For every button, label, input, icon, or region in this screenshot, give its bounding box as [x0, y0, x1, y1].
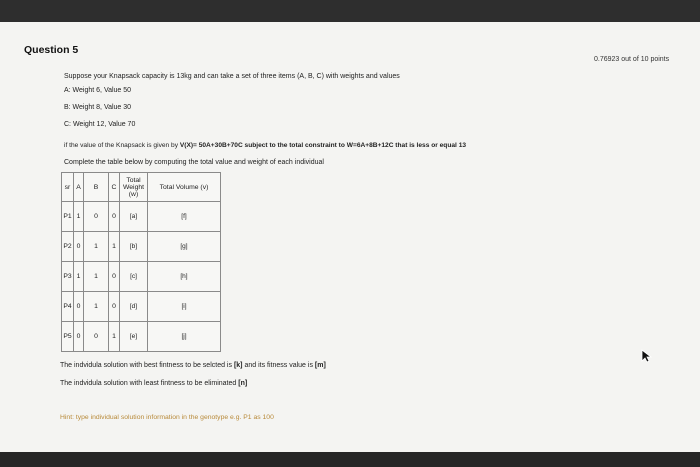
cell-weight-blank: [b]: [120, 232, 148, 262]
best-solution-text: The indvidula solution with best fintness to be selcted is: [60, 362, 232, 369]
least-solution-blank: [n]: [238, 380, 248, 387]
best-fitness-text: and its fitness value is: [244, 362, 313, 369]
cell-b: 1: [84, 292, 109, 322]
header-b: B: [84, 173, 109, 202]
fitness-prefix: if the value of the Knapsack is given by: [64, 142, 178, 149]
cell-a: 1: [74, 202, 84, 232]
table-instruction: Complete the table below by computing the total value and weight of each individual: [64, 159, 324, 166]
cell-volume-blank: [f]: [148, 202, 221, 232]
cell-a: 1: [74, 262, 84, 292]
cell-c: 0: [109, 262, 120, 292]
table-row: [62, 202, 221, 232]
best-solution-line: [60, 362, 326, 369]
header-c: C: [109, 173, 120, 202]
top-bar: [0, 0, 700, 22]
table-row: [62, 322, 221, 352]
cell-c: 1: [109, 322, 120, 352]
cell-volume-blank: [j]: [148, 322, 221, 352]
cell-b: 0: [84, 202, 109, 232]
bottom-bar: [0, 452, 700, 467]
header-a: A: [74, 173, 84, 202]
cell-weight-blank: [a]: [120, 202, 148, 232]
cell-b: 1: [84, 262, 109, 292]
cell-sr: P5: [62, 322, 74, 352]
item-a-line: A: Weight 6, Value 50: [64, 87, 132, 94]
cell-sr: P3: [62, 262, 74, 292]
cell-volume-blank: [h]: [148, 262, 221, 292]
cell-a: 0: [74, 292, 84, 322]
cell-b: 1: [84, 232, 109, 262]
header-sr: sr: [62, 173, 74, 202]
table-row: [62, 262, 221, 292]
cell-c: 1: [109, 232, 120, 262]
cell-volume-blank: [i]: [148, 292, 221, 322]
fitness-formula: V(X)= 50A+30B+70C subject to the total constraint to W=6A+8B+12C that is less or equal 13: [179, 142, 467, 149]
cell-a: 0: [74, 232, 84, 262]
fitness-line: [64, 142, 466, 149]
cell-a: 0: [74, 322, 84, 352]
item-b-line: B: Weight 8, Value 30: [64, 104, 132, 111]
cell-sr: P2: [62, 232, 74, 262]
cell-sr: P4: [62, 292, 74, 322]
least-solution-line: [60, 380, 247, 387]
table-row: [62, 232, 221, 262]
mouse-pointer-icon: [641, 349, 653, 363]
cell-c: 0: [109, 292, 120, 322]
hint-text: Hint: type individual solution information in the genotype e.g. P1 as 100: [60, 414, 274, 421]
cell-weight-blank: [e]: [120, 322, 148, 352]
cell-b: 0: [84, 322, 109, 352]
header-total-volume: Total Volume (v): [148, 173, 221, 202]
best-fitness-blank: [m]: [314, 362, 326, 369]
population-table: [61, 172, 221, 352]
cell-weight-blank: [d]: [120, 292, 148, 322]
question-card: [0, 22, 700, 452]
least-solution-text: The indvidula solution with least fintness to be eliminated: [60, 380, 237, 387]
table-row: [62, 292, 221, 322]
item-c-line: C: Weight 12, Value 70: [64, 121, 136, 128]
points-score: 0.76923 out of 10 points: [594, 56, 670, 63]
table-header-row: [62, 173, 221, 202]
best-solution-blank: [k]: [233, 362, 243, 369]
cell-volume-blank: [g]: [148, 232, 221, 262]
cell-c: 0: [109, 202, 120, 232]
cell-sr: P1: [62, 202, 74, 232]
question-title: Question 5: [24, 44, 79, 56]
cell-weight-blank: [c]: [120, 262, 148, 292]
prompt-intro: Suppose your Knapsack capacity is 13kg and can take a set of three items (A, B, C) with weights and values: [64, 73, 400, 80]
header-total-weight: Total Weight (w): [120, 173, 148, 202]
